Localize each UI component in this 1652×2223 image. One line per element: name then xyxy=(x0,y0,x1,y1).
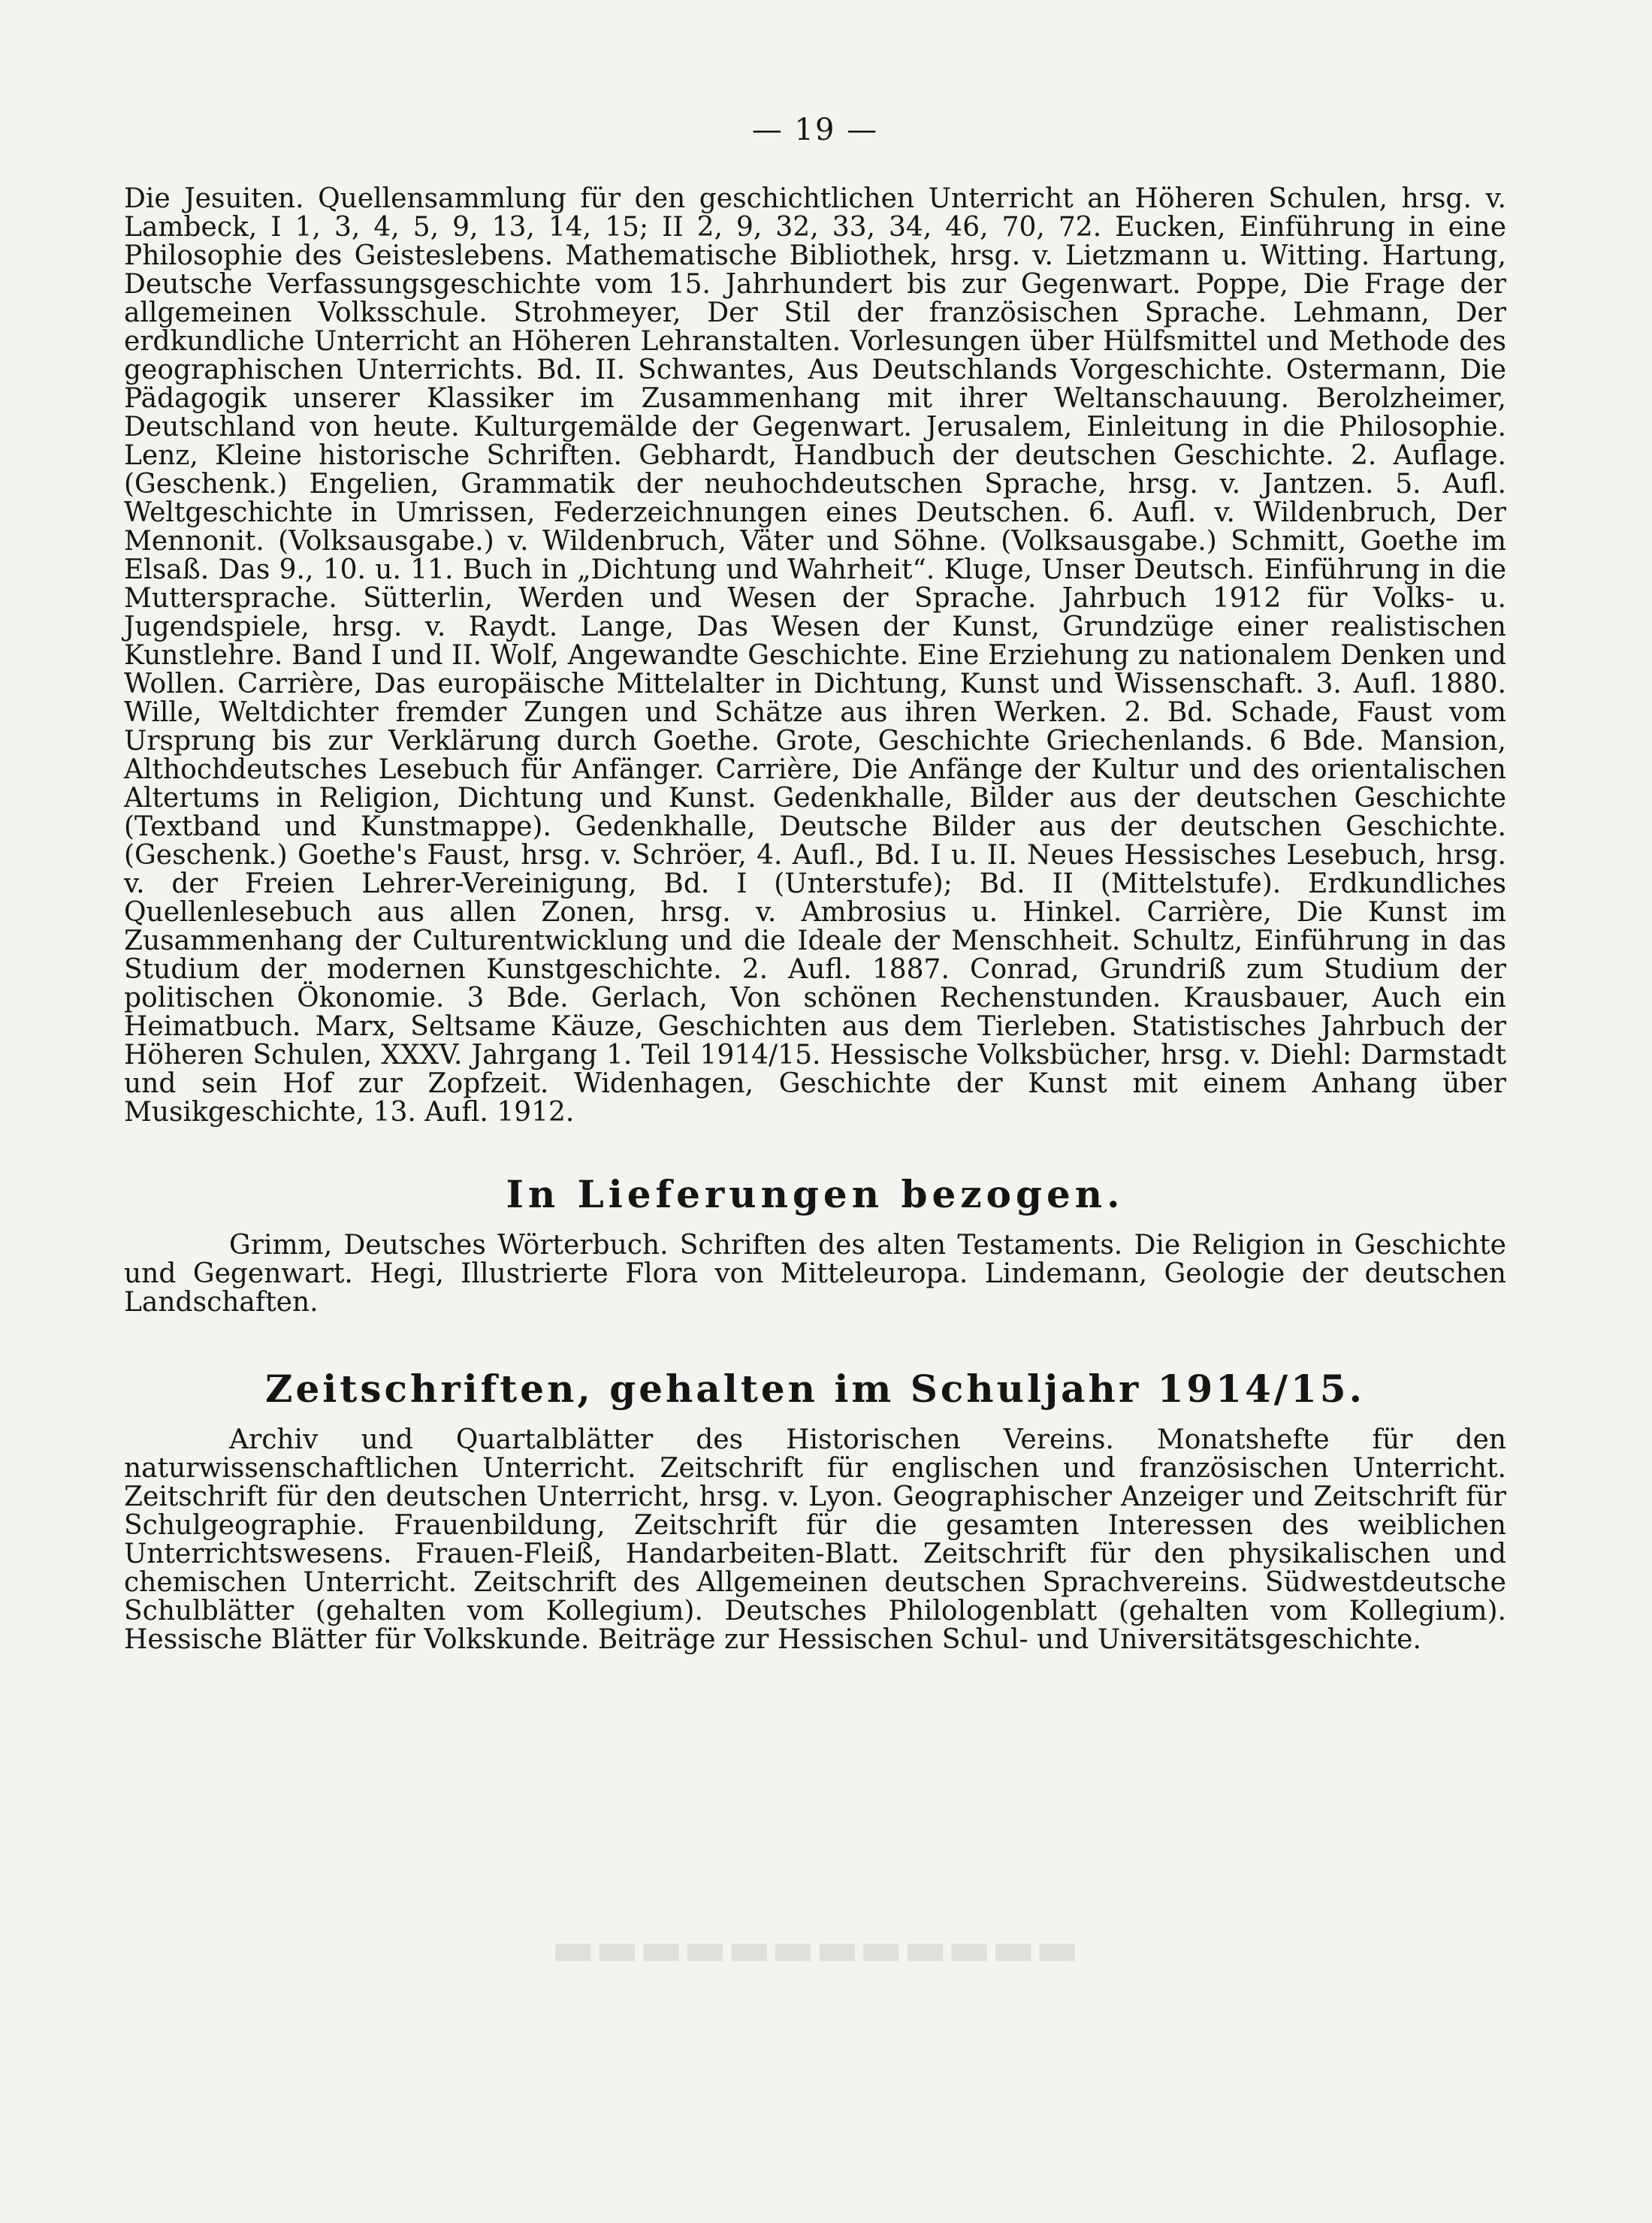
deliveries-text: Grimm, Deutsches Wörterbuch. Schriften des alten Testaments. Die Religion in Geschichte und Gegenwart. Hegi, Illustrierte Flora von Mitteleuropa. Lindemann, Geologie der deutschen Landschaften. xyxy=(124,1230,1506,1318)
page-number: — 19 — xyxy=(751,113,879,147)
deliveries-heading: In Lieferungen bezogen. xyxy=(506,1172,1125,1216)
book-acquisitions-list: Die Jesuiten. Quellensammlung für den geschichtlichen Unterricht an Höheren Schulen, hrsg. v. Lambeck, I 1, 3, 4, 5, 9, 13, 14, 15; II 2, 9, 32, 33, 34, 46, 70, 72. Eucken, Einführung in eine Philosophie des Geisteslebens. Mathematische Bibliothek, hrsg. v. Lietzmann u. Witting. Hartung, Deutsche Verfassungsgeschichte vom 15. Jahrhundert bis zur Gegenwart. Poppe, Die Frage der allgemeinen Volksschule. Strohmeyer, Der Stil der französischen Sprache. Lehmann, Der erdkundliche Unterricht an Höheren Lehranstalten. Vorlesungen über Hülfsmittel und Methode des geographischen Unterrichts. Bd. II. Schwantes, Aus Deutschlands Vorgeschichte. Ostermann, Die Pädagogik unserer Klassiker im Zusammenhang mit ihrer Weltanschauung. Berolzheimer, Deutschland von heute. Kulturgemälde der Gegenwart. Jerusalem, Einleitung in die Philosophie. Lenz, Kleine historische Schriften. Gebhardt, Handbuch der deutschen Geschichte. 2. Auflage. (Geschenk.) Engelien, Grammatik der neuhochdeutschen Sprache, hrsg. v. Jantzen. 5. Aufl. Weltgeschichte in Umrissen, Federzeichnungen eines Deutschen. 6. Aufl. v. Wildenbruch, Der Mennonit. (Volksausgabe.) v. Wildenbruch, Väter und Söhne. (Volksausgabe.) Schmitt, Goethe im Elsaß. Das 9., 10. u. 11. Buch in „Dichtung und Wahrheit“. Kluge, Unser Deutsch. Einführung in die Muttersprache. Sütterlin, Werden und Wesen der Sprache. Jahrbuch 1912 für Volks- u. Jugendspiele, hrsg. v. Raydt. Lange, Das Wesen der Kunst, Grundzüge einer realistischen Kunstlehre. Band I und II. Wolf, Angewandte Geschichte. Eine Erziehung zu nationalem Denken und Wollen. Carrière, Das europäische Mittelalter in Dichtung, Kunst und Wissenschaft. 3. Aufl. 1880. Wille, Weltdichter fremder Zungen und Schätze aus ihren Werken. 2. Bd. Schade, Faust vom Ursprung bis zur Verklärung durch Goethe. Grote, Geschichte Griechenlands. 6 Bde. Mansion, Althochdeutsches Lesebuch für Anfänger. Carrière, Die Anfänge der Kultur und des orientalischen Altertums in Religion, Dichtung und Kunst. Gedenkhalle, Bilder aus der deutschen Geschichte (Textband und Kunstmappe). Gedenkhalle, Deutsche Bilder aus der deutschen Geschichte. (Geschenk.) Goethe's Faust, hrsg. v. Schröer, 4. Aufl., Bd. I u. II. Neues Hessisches Lesebuch, hrsg. v. der Freien Lehrer-Vereinigung, Bd. I (Unterstufe); Bd. II (Mittelstufe). Erdkundliches Quellenlesebuch aus allen Zonen, hrsg. v. Ambrosius u. Hinkel. Carrière, Die Kunst im Zusammenhang der Culturentwicklung und die Ideale der Menschheit. Schultz, Einführung in das Studium der modernen Kunstgeschichte. 2. Aufl. 1887. Conrad, Grundriß zum Studium der politischen Ökonomie. 3 Bde. Gerlach, Von schönen Rechenstunden. Krausbauer, Auch ein Heimatbuch. Marx, Seltsame Käuze, Geschichten aus dem Tierleben. Statistisches Jahrbuch der Höheren Schulen, XXXV. Jahrgang 1. Teil 1914/15. Hessische Volksbücher, hrsg. v. Diehl: Darmstadt und sein Hof zur Zopfzeit. Widenhagen, Geschichte der Kunst mit einem Anhang über Musikgeschichte, 13. Aufl. 1912. xyxy=(124,183,1506,1128)
periodicals-heading: Zeitschriften, gehalten im Schuljahr 1914/15. xyxy=(264,1367,1365,1411)
bleed-through-texture xyxy=(124,1525,1506,1976)
document-page xyxy=(124,113,1506,1654)
periodicals-text: Archiv und Quartalblätter des Historischen Vereins. Monatshefte für den naturwissenschaftlichen Unterricht. Zeitschrift für englischen und französischen Unterricht. Zeitschrift für den deutschen Unterricht, hrsg. v. Lyon. Geographischer Anzeiger und Zeitschrift für Schulgeographie. Frauenbildung, Zeitschrift für die gesamten Interessen des weiblichen Unterrichtswesens. Frauen-Fleiß, Handarbeiten-Blatt. Zeitschrift für den physikalischen und chemischen Unterricht. Zeitschrift des Allgemeinen deutschen Sprachvereins. Südwestdeutsche Schulblätter (gehalten vom Kollegium). Deutsches Philologenblatt (gehalten vom Kollegium). Hessische Blätter für Volkskunde. Beiträge zur Hessischen Schul- und Universitätsgeschichte. xyxy=(124,1424,1506,1655)
bleed-through-signature: ▬▬▬▬▬▬▬▬▬▬▬▬ xyxy=(551,1921,1080,1976)
